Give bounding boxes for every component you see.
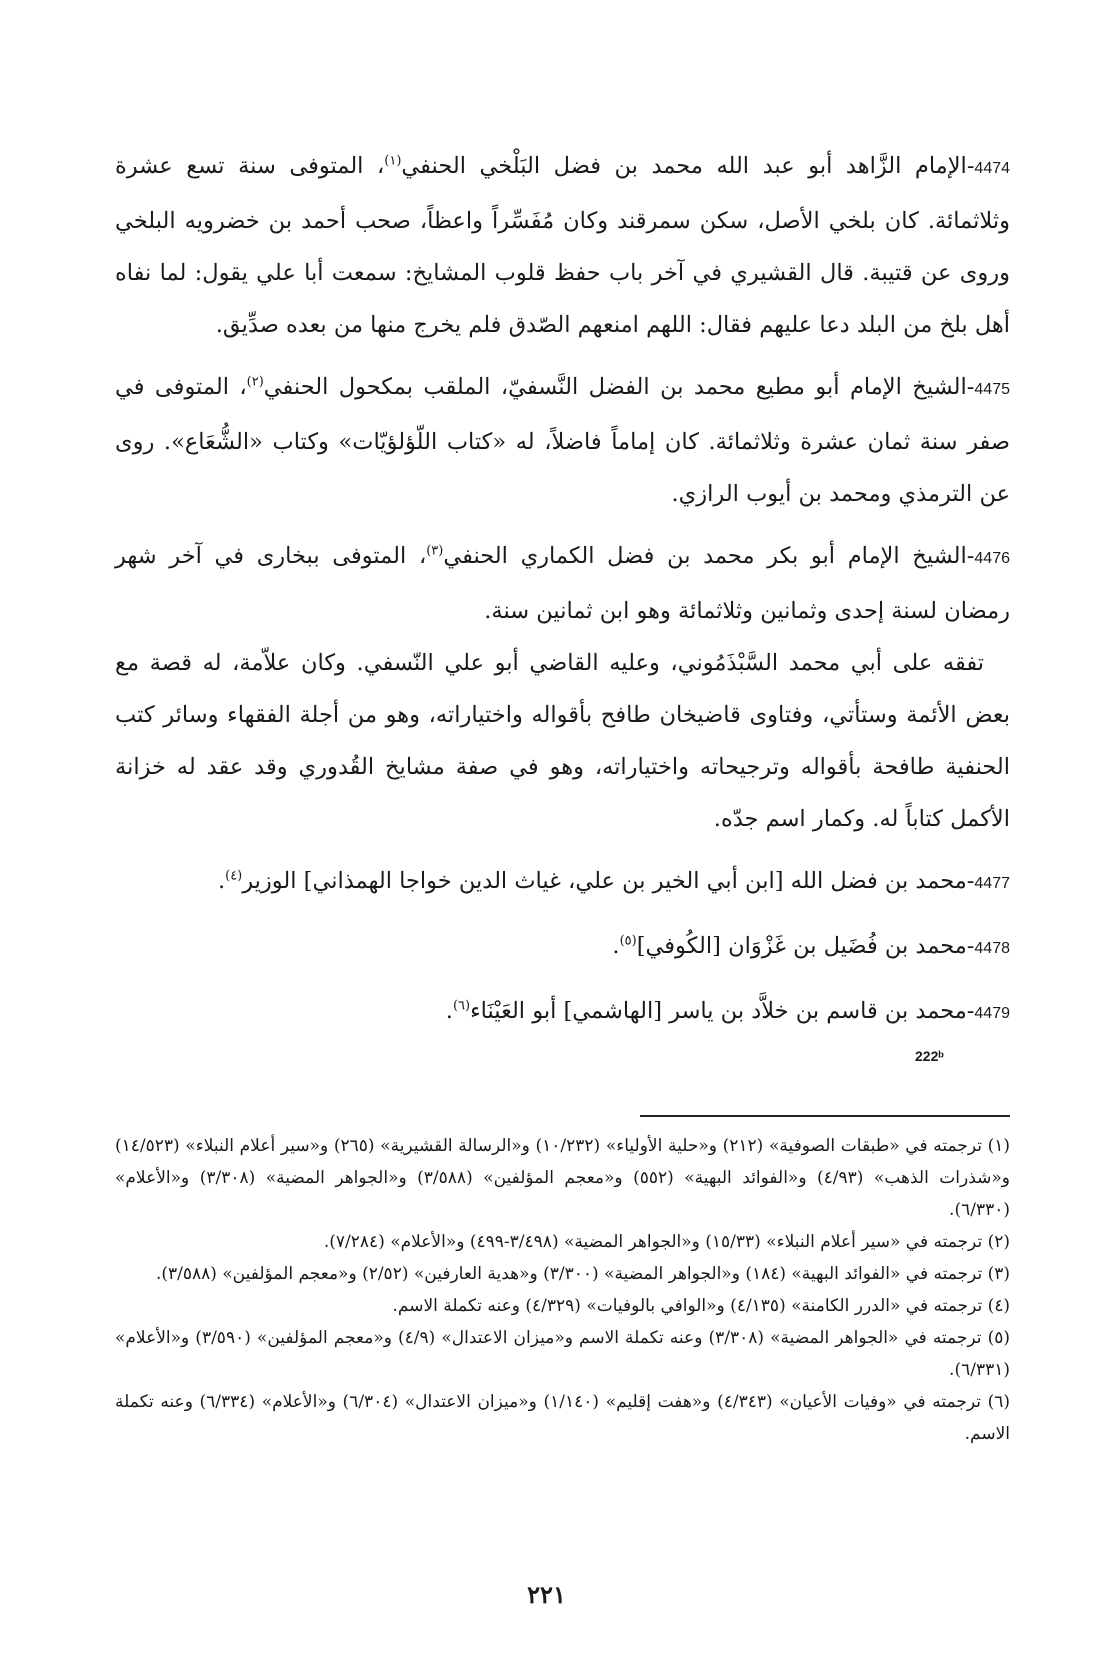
entry-text: -الشيخ الإمام أبو بكر محمد بن فضل الكماري الحنفي xyxy=(443,543,975,569)
entry-text-cont: . xyxy=(612,933,620,959)
entry-4475 xyxy=(115,361,1010,520)
entry-number: 4479 xyxy=(974,1005,1010,1022)
footnote-ref[interactable]: (٥) xyxy=(619,933,637,949)
footnotes xyxy=(115,1130,1010,1450)
entry-number: 4478 xyxy=(974,940,1010,957)
entry-text-cont: . xyxy=(217,868,226,894)
entry-text-cont: ، المتوفى سنة تسع عشرة وثلاثمائة. كان بلخي الأصل، سكن سمرقند وكان مُفَسِّراً واعظاً، صحب أحمد بن خضرويه البلخي وروى عن قتيبة. قال القشيري في آخر باب حفظ قلوب المشايخ: سمعت أبا علي يقول: لما نفاه أهل بلخ من البلد دعا عليهم فقال: اللهم امنعهم الصّدق فلم يخرج منها من بعده صدِّيق. xyxy=(115,153,1010,338)
page-number: ٢٢١ xyxy=(527,1580,566,1609)
footnote-2: (٢) ترجمته في «سير أعلام النبلاء» (١٥/٣٣) و«الجواهر المضية» (٣/٤٩٨-٤٩٩) و«الأعلام» (٧/٢٨٤). xyxy=(323,1232,1010,1252)
entry-number: 4476 xyxy=(974,550,1010,567)
footnote-5: (٥) ترجمته في «الجواهر المضية» (٣/٣٠٨) وعنه تكملة الاسم و«ميزان الاعتدال» (٤/٩) و«معجم المؤلفين» (٣/٥٩٠) و«الأعلام» (٦/٣٣١). xyxy=(115,1328,1010,1380)
main-text xyxy=(115,140,1010,1050)
entry-4479 xyxy=(115,985,1010,1040)
entry-text: -محمد بن فُضَيل بن غَزْوَان [الكُوفي] xyxy=(636,933,975,959)
entry-number: 4475 xyxy=(974,381,1010,398)
entry-text: -محمد بن قاسم بن خلاَّد بن ياسر [الهاشمي] أبو العَيْنَاء xyxy=(470,998,975,1024)
entry-text-cont: ، المتوفى في صفر سنة ثمان عشرة وثلاثمائة. كان إماماً فاضلاً، له «كتاب اللّؤلؤيّات» وكتاب «الشُّعَاع». روى عن الترمذي ومحمد بن أيوب الرازي. xyxy=(115,374,1010,507)
entry-text: -الشيخ الإمام أبو مطيع محمد بن الفضل النَّسفيّ، الملقب بمكحول الحنفي xyxy=(263,374,975,400)
footnote-4: (٤) ترجمته في «الدرر الكامنة» (٤/١٣٥) و«الوافي بالوفيات» (٤/٣٢٩) وعنه تكملة الاسم. xyxy=(392,1296,1010,1316)
entry-4477 xyxy=(115,855,1010,910)
entry-number: 4477 xyxy=(974,875,1010,892)
entry-text: -الإمام الزَّاهد أبو عبد الله محمد بن فضل البَلْخي الحنفي xyxy=(401,153,975,179)
footnote-6: (٦) ترجمته في «وفيات الأعيان» (٤/٣٤٣) و«هفت إقليم» (١/١٤٠) و«ميزان الاعتدال» (٦/٣٠٤) و«الأعلام» (٦/٣٣٤) وعنه تكملة الاسم. xyxy=(115,1392,1010,1444)
footnote-separator xyxy=(640,1115,1010,1117)
entry-text-cont: . xyxy=(445,998,453,1024)
footnote-ref[interactable]: (٣) xyxy=(426,543,444,559)
entry-text: -محمد بن فضل الله [ابن أبي الخير بن علي، غياث الدين خواجا الهمذاني] الوزير xyxy=(242,868,975,894)
footnote-ref[interactable]: (١) xyxy=(384,153,402,169)
footnote-ref[interactable]: (٦) xyxy=(452,998,471,1014)
footnote-ref[interactable]: (٤) xyxy=(225,868,243,884)
entry-number: 4474 xyxy=(974,160,1011,177)
manuscript-folio-marker: 222ᵇ xyxy=(915,1048,944,1064)
entry-4476 xyxy=(115,530,1010,845)
entry-text-cont: ، المتوفى ببخارى في آخر شهر رمضان لسنة إحدى وثمانين وثلاثمائة وهو ابن ثمانين سنة. xyxy=(115,543,1010,624)
footnote-3: (٣) ترجمته في «الفوائد البهية» (١٨٤) و«الجواهر المضية» (٣/٣٠٠) و«هدية العارفين» (٢/٥٢) و«معجم المؤلفين» (٣/٥٨٨). xyxy=(155,1264,1010,1284)
entry-paragraph: تفقه على أبي محمد السَّبْذَمُوني، وعليه القاضي أبو علي النّسفي. وكان علاّمة، له قصة مع بعض الأئمة وستأتي، وفتاوى قاضيخان طافح بأقواله واختياراته، وهو من أجلة الفقهاء وسائر كتب الحنفية طافحة بأقواله وترجيحاته واختياراته، وهو في صفة مشايخ القُدوري وقد عقد له خزانة الأكمل كتاباً له. وكمار اسم جدّه. xyxy=(115,650,1010,832)
entry-4474 xyxy=(115,140,1010,351)
footnote-ref[interactable]: (٢) xyxy=(246,374,264,390)
entry-4478 xyxy=(115,920,1010,975)
footnote-1: (١) ترجمته في «طبقات الصوفية» (٢١٢) و«حلية الأولياء» (١٠/٢٣٢) و«الرسالة القشيرية» (٢٦٥) و«سير أعلام النبلاء» (١٤/٥٢٣) و«شذرات الذهب» (٤/٩٣) و«الفوائد البهية» (٥٥٢) و«معجم المؤلفين» (٣/٥٨٨) و«الجواهر المضية» (٣/٣٠٨) و«الأعلام» (٦/٣٣٠). xyxy=(115,1136,1010,1220)
